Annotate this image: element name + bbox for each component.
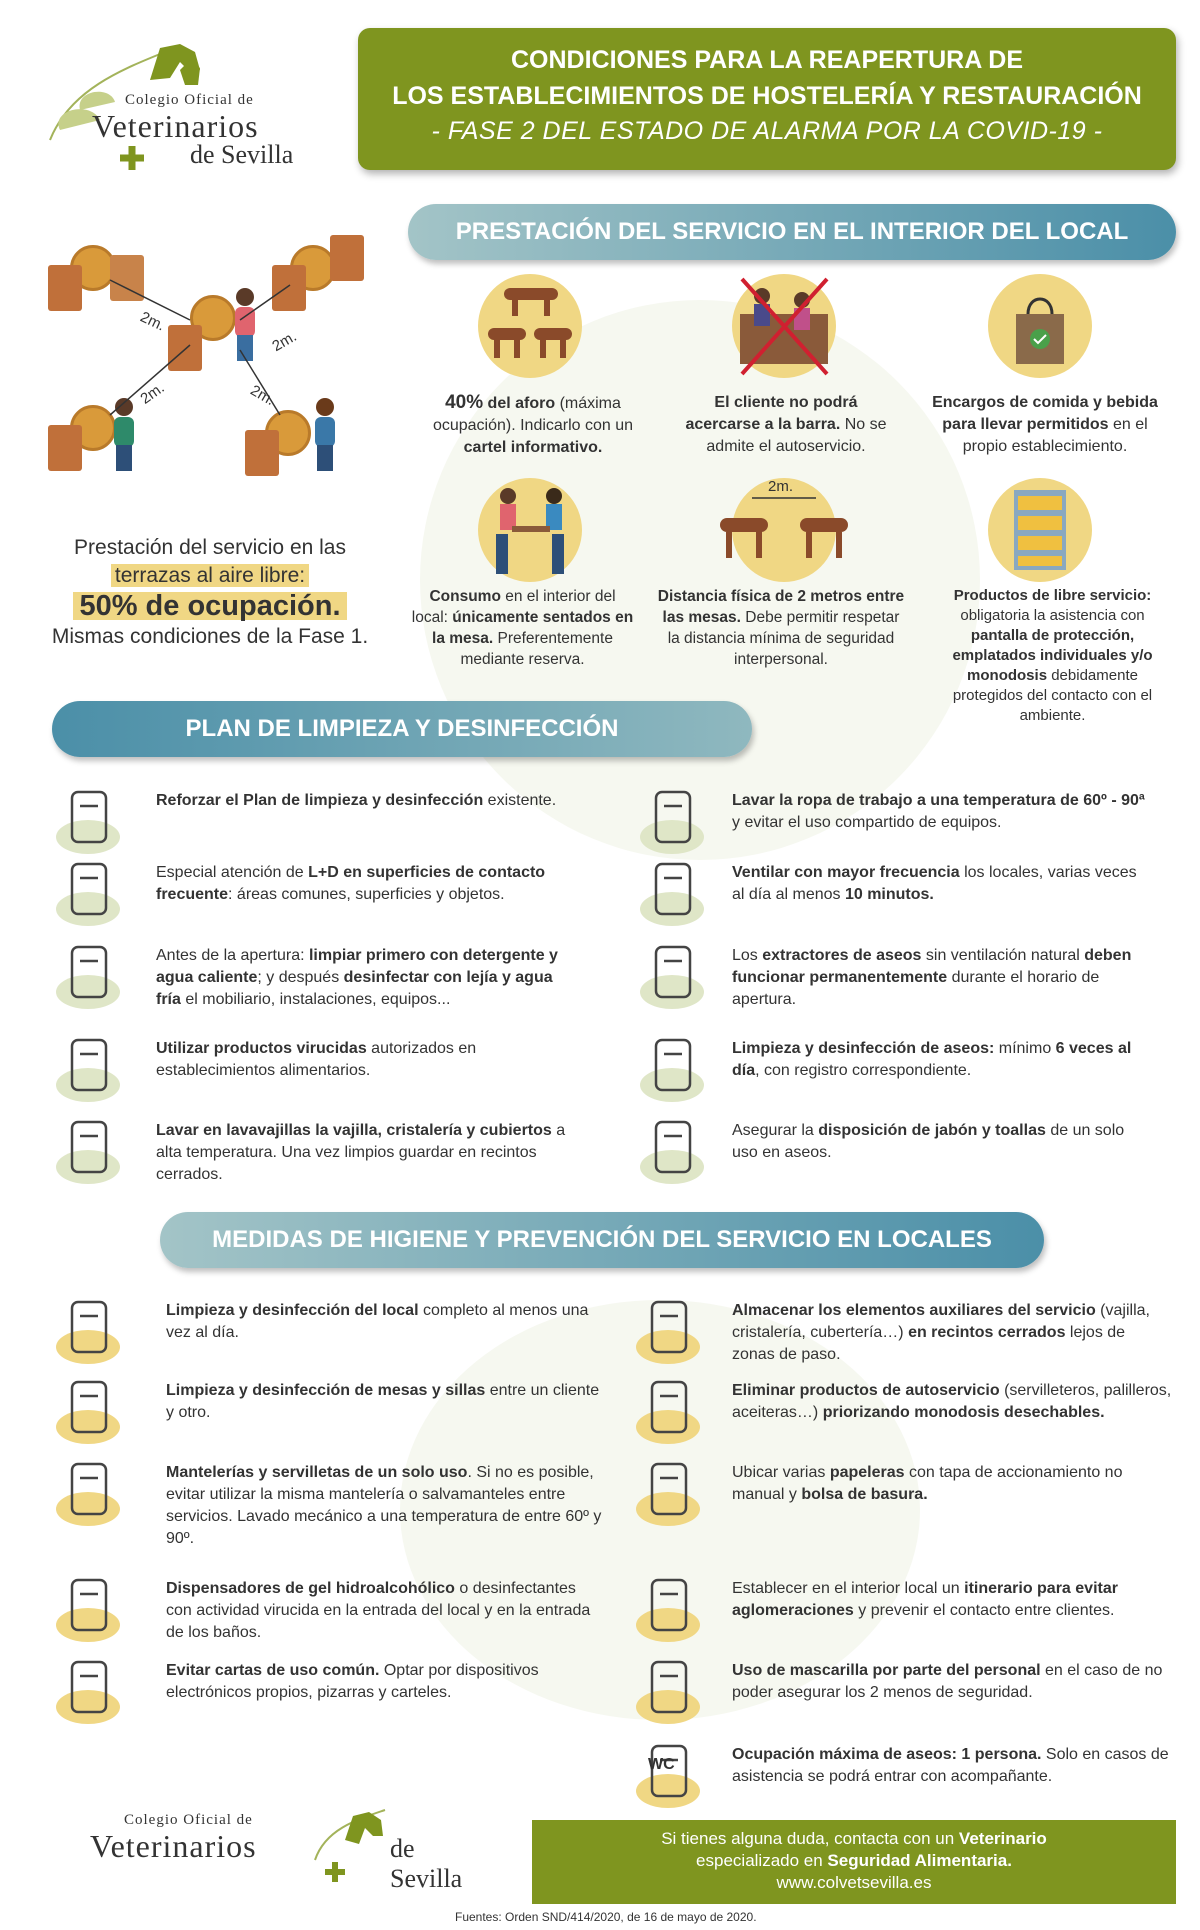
text-part: Limpieza y desinfección de mesas y sillas [166, 1382, 486, 1399]
mop-bucket-icon [52, 1294, 126, 1368]
text-part: itinerario para evitar aglomeraciones [732, 1580, 1118, 1619]
text-part: Asegurar la [732, 1122, 819, 1139]
distance-lines [40, 225, 380, 515]
text-part: Ocupación máxima de aseos: 1 persona. [732, 1746, 1042, 1763]
takeaway-bold: Encargos de comida y bebida para llevar permitidos [932, 394, 1158, 433]
capacity-desc: (máxima ocupación). Indicarlo con un [432, 395, 634, 434]
plate-cutlery-icon [52, 1114, 126, 1188]
cutlery-icon [632, 1294, 706, 1368]
title-line1: CONDICIONES PARA LA REAPERTURA DE [510, 46, 1024, 74]
consumption-desc: en el interior del local: [411, 588, 616, 626]
row-text [156, 945, 566, 1011]
text-part: sin ventilación natural [921, 947, 1085, 964]
text-part: Lavar en lavavajillas la vajilla, cristalería y cubiertos [156, 1122, 552, 1139]
text-part: durante el horario de apertura. [732, 969, 1100, 1008]
text-part: Especial atención de [156, 864, 309, 881]
text-part: y evitar el uso compartido de equipos. [732, 814, 1002, 831]
text-part: Limpieza y desinfección de aseos: [732, 1040, 995, 1057]
text-part: Almacenar los elementos auxiliares del servicio [732, 1302, 1096, 1319]
trash-bin-icon [632, 1456, 706, 1530]
wc-sign-icon [632, 1738, 706, 1812]
interior-banner: PRESTACIÓN DEL SERVICIO EN EL INTERIOR DEL LOCAL [408, 204, 1176, 260]
gloves-icon [52, 1374, 126, 1448]
detergent-icon [52, 939, 126, 1013]
contact-text2: especializado en [696, 1851, 828, 1870]
self-service-bold: Productos de libre servicio: [953, 587, 1152, 604]
contact-text: Si tienes alguna duda, contacta con un [661, 1829, 959, 1848]
text-part: Dispensadores de gel hidroalcohólico [166, 1580, 455, 1597]
row-text [732, 1300, 1172, 1366]
tablecloth-icon [52, 1456, 126, 1530]
text-part: Ubicar varias [732, 1464, 830, 1481]
condiments-icon [632, 1374, 706, 1448]
footer-logo-line1: Colegio Oficial de [124, 1812, 253, 1828]
capacity-text [418, 392, 648, 459]
logo-line2: Veterinarios [92, 108, 259, 144]
text-part: Utilizar productos virucidas [156, 1040, 367, 1057]
distance-text [656, 586, 906, 670]
text-part: ; y después [257, 969, 344, 986]
horse-dog-logo-icon [305, 1800, 395, 1890]
distance-desc: Debe permitir respetar la distancia mínima de seguridad interpersonal. [667, 609, 900, 668]
hand-surface-icon [52, 856, 126, 930]
logo-line3: de Sevilla [190, 140, 294, 169]
no-bar-icon [732, 274, 836, 378]
row-text [732, 1660, 1172, 1704]
tables-icon [478, 274, 582, 378]
no-bar-bold: El cliente no podrá acercarse a la barra. [685, 394, 858, 433]
self-service-protection: pantalla de protección, emplatados individuales y/o monodosis [952, 627, 1153, 684]
distance-label: 2m. [269, 327, 300, 356]
text-part: y prevenir el contacto entre clientes. [853, 1602, 1115, 1619]
face-mask-icon [632, 1654, 706, 1728]
text-part: en el caso de no poder asegurar los 2 menos de seguridad. [732, 1662, 1163, 1701]
distance-label: 2m. [137, 379, 168, 408]
row-text [166, 1578, 606, 1644]
text-part: el mobiliario, instalaciones, equipos... [180, 991, 451, 1008]
map-route-icon [632, 1572, 706, 1646]
text-part: priorizando monodosis desechables. [822, 1404, 1105, 1421]
text-part: los locales, varias veces al día al menos [732, 864, 1137, 903]
text-part: papeleras [829, 1464, 905, 1481]
consumption-reservation: Preferentemente mediante reserva. [460, 630, 613, 668]
restroom-icon [636, 1032, 710, 1106]
terrace-line4: Mismas condiciones de la Fase 1. [51, 625, 369, 648]
distance-bold: Distancia física de 2 metros entre las mesas. [657, 588, 905, 626]
text-part: Optar por dispositivos electrónicos propios, pizarras y carteles. [166, 1662, 539, 1701]
text-part: (servilleteros, palilleros, aceiteras…) [732, 1382, 1172, 1421]
text-part: de un solo uso en aseos. [732, 1122, 1125, 1161]
text-part: : áreas comunes, superficies y objetos. [228, 886, 505, 903]
row-text [732, 1744, 1172, 1788]
text-part: Limpieza y desinfección del local [166, 1302, 419, 1319]
wind-icon [636, 856, 710, 930]
text-part: (vajilla, cristalería, cubertería…) [732, 1302, 1150, 1341]
menu-board-icon [52, 1654, 126, 1728]
virus-icon [52, 1032, 126, 1106]
seated-diners-icon [478, 478, 582, 582]
no-bar-text [676, 392, 896, 458]
text-part: limpiar primero con detergente y agua caliente [156, 947, 558, 986]
gel-dispenser-icon [52, 1572, 126, 1646]
capacity-percent: 40% [445, 392, 484, 413]
text-part: entre un cliente y otro. [166, 1382, 600, 1421]
row-text [166, 1660, 606, 1704]
text-part: disposición de jabón y toallas [818, 1122, 1046, 1139]
text-part: extractores de aseos [762, 947, 922, 964]
text-part: Eliminar productos de autoservicio [732, 1382, 1000, 1399]
row-text [156, 1038, 566, 1082]
website-link[interactable]: www.colvetsevilla.es [776, 1873, 932, 1892]
text-part: Mantelerías y servilletas de un solo uso [166, 1464, 468, 1481]
text-part: deben funcionar permanentemente [732, 947, 1132, 986]
interior-distance-label: 2m. [768, 478, 794, 495]
text-part: 10 minutos. [844, 886, 934, 903]
row-text [166, 1300, 606, 1344]
takeaway-bag-icon [988, 274, 1092, 378]
text-part: bolsa de basura. [801, 1486, 928, 1503]
consumption-seated: únicamente sentados en la mesa. [432, 609, 634, 647]
text-part: Antes de la apertura: [156, 947, 309, 964]
row-text [732, 1120, 1152, 1164]
row-text [166, 1462, 606, 1550]
row-text [156, 1120, 566, 1186]
text-part: 6 veces al día [732, 1040, 1132, 1079]
text-part: Reforzar el Plan de limpieza y desinfección [156, 792, 484, 809]
wc-label: WC [648, 1756, 675, 1773]
row-text [732, 1038, 1152, 1082]
takeaway-text [920, 392, 1170, 458]
self-service-desc2: debidamente protegidos del contacto con el ambiente. [952, 667, 1153, 724]
text-part: Lavar la ropa de trabajo a una temperatura de 60º - 90ª [732, 792, 1145, 809]
text-part: mínimo [994, 1040, 1056, 1057]
text-part: . Si no es posible, evitar utilizar la misma mantelería o salvamanteles entre servicios. Lavado mecánico a una temperatura de entre 60º y 90º. [166, 1464, 602, 1547]
text-part: completo al menos una vez al día. [166, 1302, 589, 1341]
text-part: a alta temperatura. Una vez limpios guardar en recintos cerrados. [156, 1122, 566, 1183]
text-part: desinfectar con lejía y agua fría [156, 969, 553, 1008]
text-part: Ventilar con mayor frecuencia [732, 864, 960, 881]
text-part: Establecer en el interior local un [732, 1580, 965, 1597]
capacity-sign: cartel informativo. [463, 439, 603, 456]
source-note: Fuentes: Orden SND/414/2020, de 16 de mayo de 2020. [455, 1910, 757, 1924]
text-part: con tapa de accionamiento no manual y [732, 1464, 1123, 1503]
text-part: L+D en superficies de contacto frecuente [156, 864, 546, 903]
text-part: Evitar cartas de uso común. [166, 1662, 380, 1679]
capacity-label: del aforo [483, 395, 556, 412]
extractor-fan-icon [636, 939, 710, 1013]
terrace-line2: terrazas al aire libre: [111, 564, 309, 587]
footer-logo-line3: de Sevilla [390, 1834, 463, 1893]
terrace-illustration [40, 225, 380, 515]
distanced-tables-icon [712, 478, 856, 582]
buffet-display-icon [988, 478, 1092, 582]
cleaning-products-icon [52, 784, 126, 858]
row-text [166, 1380, 606, 1424]
text-part: existente. [483, 792, 557, 809]
row-text [732, 1462, 1172, 1506]
distance-label: 2m. [137, 308, 168, 335]
title-box [358, 28, 1176, 170]
contact-vet: Veterinario [958, 1829, 1047, 1848]
row-text [732, 790, 1152, 834]
row-text [732, 1380, 1172, 1424]
work-clothes-icon [636, 784, 710, 858]
text-part: Solo en casos de asistencia se podrá entrar con acompañante. [732, 1746, 1169, 1785]
subtitle: - FASE 2 DEL ESTADO DE ALARMA POR LA COVID-19 - [431, 117, 1103, 145]
no-bar-desc: No se admite el autoservicio. [706, 416, 887, 455]
cleaning-banner: PLAN DE LIMPIEZA Y DESINFECCIÓN [52, 701, 752, 757]
distance-label: 2m. [247, 381, 278, 410]
takeaway-desc: en el propio establecimiento. [962, 416, 1148, 455]
footer-logo-line2: Veterinarios [90, 1828, 257, 1864]
terrace-occupancy: 50% de ocupación. [73, 592, 346, 620]
terrace-info [40, 534, 380, 651]
soap-towel-icon [636, 1114, 710, 1188]
consumption-bold: Consumo [429, 588, 501, 605]
text-part: o desinfectantes con actividad virucida en la entrada del local y en la entrada de los baños. [166, 1580, 591, 1641]
contact-food-safety: Seguridad Alimentaria. [827, 1851, 1012, 1870]
self-service-text [930, 586, 1175, 726]
text-part: lejos de zonas de paso. [732, 1324, 1126, 1363]
terrace-line1: Prestación del servicio en las [74, 536, 346, 559]
row-text [732, 945, 1152, 1011]
title-line2: LOS ESTABLECIMIENTOS DE HOSTELERÍA Y RESTAURACIÓN [392, 82, 1142, 110]
logo-line1: Colegio Oficial de [125, 92, 254, 108]
text-part: Uso de mascarilla por parte del personal [732, 1662, 1041, 1679]
hygiene-banner: MEDIDAS DE HIGIENE Y PREVENCIÓN DEL SERVICIO EN LOCALES [160, 1212, 1044, 1268]
contact-box [532, 1820, 1176, 1904]
text-part: Los [732, 947, 763, 964]
row-text [732, 862, 1152, 906]
text-part: en recintos cerrados [908, 1324, 1066, 1341]
text-part: , con registro correspondiente. [755, 1062, 972, 1079]
row-text [156, 790, 566, 812]
consumption-text [410, 586, 635, 670]
self-service-desc: obligatoria la asistencia con [960, 607, 1145, 624]
row-text [732, 1578, 1172, 1622]
college-logo [30, 30, 330, 170]
text-part: autorizados en establecimientos alimentarios. [156, 1040, 477, 1079]
footer-logo [90, 1800, 490, 1900]
row-text [156, 862, 566, 906]
